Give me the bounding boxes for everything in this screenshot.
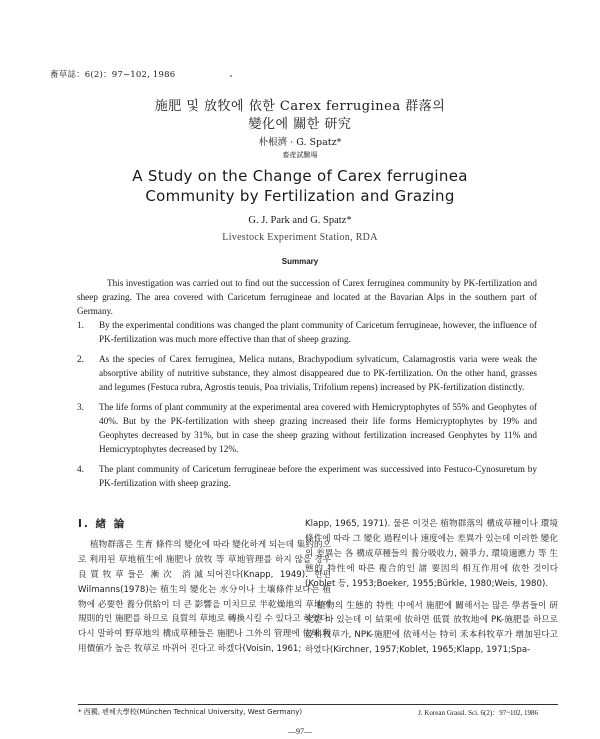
journal-footer: J. Korean Grassl. Sci. 6(2)：97~102, 1986 <box>418 709 538 717</box>
right-column <box>305 517 558 658</box>
summary-item <box>77 462 537 490</box>
summary-intro: This investigation was carried out to find out the succession of Carex ferruginea community by PK-fertilization and sheep grazing. The area covered with Caricetum ferrugineae and located at the Bavarian Alps in the southern part of Germany. <box>77 278 537 316</box>
summary-item-text: The plant community of Caricetum ferrugineae before the experiment was successived into Festuco-Cynosuretum by PK-fertilization with sheep grazing. <box>99 464 537 488</box>
summary-item-text: As the species of Carex ferruginea, Melica nutans, Brachypodium sylvaticum, Calamagrostis varia were weak the absorptive ability of nutritive substance, they almost disappeared due to PK-fertilization. On the other hand, grasses and legumes (Festuca rubra, Agrostis tenuis, Poa trivialis, Trifolium repens) increased by PK-fertilization distinctly. <box>99 354 537 392</box>
summary-item-text: The life forms of plant community at the experimental area covered with Hemicryptophytes of 55% and Geophytes of 40%. But by the PK-fertilization with sheep grazing increased their life forms Hemicryptophytes by 19% and Geophytes decreased by 31%, but in case the sheep grazing without fertilization increased Geophytes by 11% and Hemicryptophytes decreased by 12%. <box>99 402 537 454</box>
korean-authors: 朴根濟 · G. Spatz* <box>258 137 342 148</box>
speck <box>230 75 232 77</box>
summary-body <box>77 276 537 490</box>
korean-affiliation: 畜産試驗場 <box>282 151 318 159</box>
section-heading: Ⅰ. 緖 論 <box>78 518 127 530</box>
summary-item-number: 4. <box>77 464 84 474</box>
footnote: * 西獨, 펜헤大學校(München Technical University, West Germany) <box>78 708 303 716</box>
journal-citation: 畜草誌：6(2)：97~102, 1986 <box>50 70 176 80</box>
english-title-line1: A Study on the Change of Carex ferruginea <box>132 167 468 185</box>
summary-item-number: 3. <box>77 402 84 412</box>
footnote-divider <box>78 704 558 705</box>
body-paragraph: Klapp, 1965, 1971). 물론 이것은 植物群落의 構成草種이나 環境條件에 따라 그 變化 過程이나 速度에는 差異가 있는데 이러한 變化의 差異는 各 構成草種들의 養分吸收力, 競爭力, 環境適應力 等 生態的 特性에 따른 複合的인 諸 要因의 相互作用에 依한 것이다(Koblet 등, 1953;Boeker, 1955;Bürkle, 1980;Weis, 1980). <box>305 519 558 589</box>
english-affiliation: Livestock Experiment Station, RDA <box>222 232 378 243</box>
summary-item-number: 2. <box>77 354 84 364</box>
summary-heading: Summary <box>281 257 319 266</box>
summary-item <box>77 352 537 394</box>
korean-title-line2: 變化에 關한 研究 <box>248 117 352 132</box>
summary-item <box>77 318 537 346</box>
page-number: —97— <box>288 727 312 736</box>
english-authors: G. J. Park and G. Spatz* <box>248 215 352 226</box>
summary-item-number: 1. <box>77 320 84 330</box>
summary-item-text: By the experimental conditions was changed the plant community of Caricetum ferrugineae, however, the influence of PK-fertilization was much more effective than that of sheep grazing. <box>99 320 537 344</box>
summary-item <box>77 400 537 456</box>
korean-title-line1: 施肥 및 放牧에 依한 Carex ferruginea 群落의 <box>154 99 446 114</box>
body-paragraph: 植物의 生態的 特性 中에서 施肥에 關해서는 많은 學者들이 研究한 바 있는데 이 結果에 依하면 低質 放牧地에 PK-施肥를 하므로 荳科牧草가, NPK-施肥에 依해서는 特히 禾本科牧草가 增加된다고 하였다(Kirchner, 1957;Koblet, 1965;Klapp, 1971;Spa- <box>305 600 558 656</box>
left-column <box>78 517 331 657</box>
english-title-line2: Community by Fertilization and Grazing <box>145 187 455 205</box>
body-paragraph: 植物群落은 生育 條件의 變化에 따라 變化하게 되는데 集約的으로 利用된 草地植生에 施肥나 放牧 等 草地管理를 하지 않을 경우 良質牧草들은 漸次 消滅되어진다(Knapp, 1949). 한편 Wilmanns(1978)는 植生의 變化는 水分이나 土壤條件보다는 植物에 必要한 養分供給이 더 큰 影響을 미치므로 半乾燥地의 草地에 規則的인 施肥를 하므로 良質의 草地로 轉換시킬 수 있다고 하였다. 다시 말하여 野草地의 構成草種들은 施肥나 그外의 管理에 依해 利用價値가 높은 牧草로 바뀌어 진다고 하겠다(Voisin, 1961; <box>78 539 331 655</box>
